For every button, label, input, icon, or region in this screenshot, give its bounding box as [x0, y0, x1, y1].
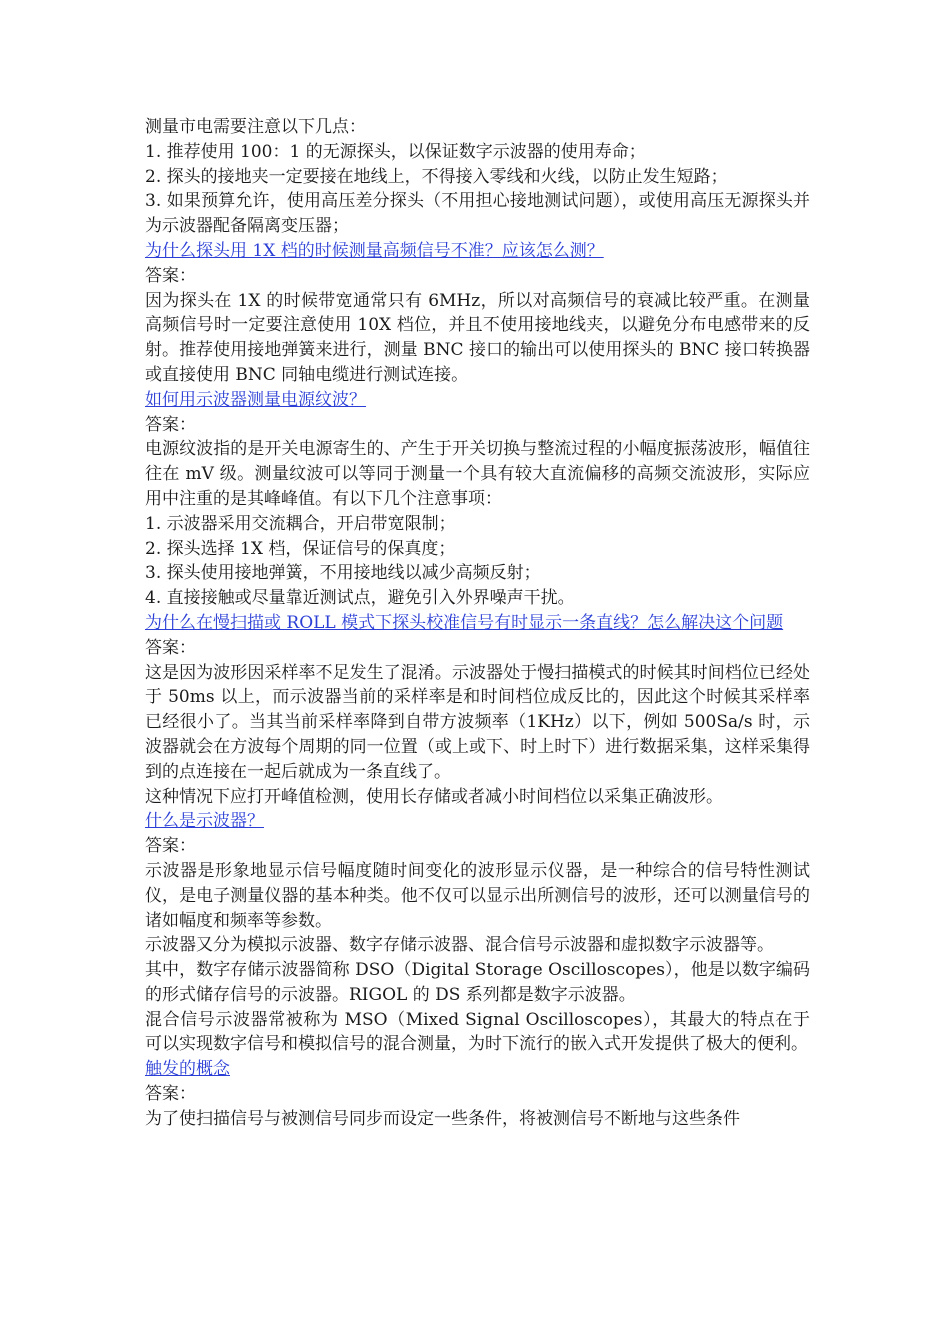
- answer-label: 答案：: [145, 265, 196, 286]
- answer-paragraph: 示波器是形象地显示信号幅度随时间变化的波形显示仪器，是一种综合的信号特性测试仪，是电子测量仪器的基本种类。他不仅可以显示出所测信号的波形，还可以测量信号的诸如幅度和频率等参数。: [145, 860, 810, 931]
- question-link-trigger[interactable]: 触发的概念: [145, 1059, 230, 1080]
- question-link-probe-1x[interactable]: 为什么探头用 1X 档的时候测量高频信号不准？应该怎么测？: [145, 240, 604, 261]
- intro-item-2: 2. 探头的接地夹一定要接在地线上，不得接入零线和火线，以防止发生短路；: [145, 166, 728, 187]
- answer-paragraph: 因为探头在 1X 的时候带宽通常只有 6MHz，所以对高频信号的衰减比较严重。在测量高频信号时一定要注意使用 10X 档位，并且不使用接地线夹，以避免分布电感带来的反射。推荐使用接地弹簧来进行，测量 BNC 接口的输出可以使用探头的 BNC 接口转换器或直接使用 BNC 同轴电缆进行测试连接。: [145, 290, 810, 385]
- answer-list-item: 4. 直接接触或尽量靠近测试点，避免引入外界噪声干扰。: [145, 588, 575, 609]
- answer-label: 答案：: [145, 1084, 196, 1105]
- document-page: [145, 115, 810, 1132]
- intro-item-3: 3. 如果预算允许，使用高压差分探头（不用担心接地测试问题），或使用高压无源探头并为示波器配备隔离变压器；: [145, 191, 810, 237]
- question-link-ripple[interactable]: 如何用示波器测量电源纹波？: [145, 389, 366, 410]
- answer-list-item: 2. 探头选择 1X 档，保证信号的保真度；: [145, 538, 456, 559]
- intro-heading: 测量市电需要注意以下几点：: [145, 117, 366, 137]
- answer-list-item: 1. 示波器采用交流耦合，开启带宽限制；: [145, 513, 456, 534]
- answer-paragraph: 混合信号示波器常被称为 MSO（Mixed Signal Oscilloscopes），其最大的特点在于可以实现数字信号和模拟信号的混合测量，为时下流行的嵌入式开发提供了极大的便利。: [145, 1009, 810, 1055]
- answer-label: 答案：: [145, 414, 196, 435]
- answer-paragraph: 为了使扫描信号与被测信号同步而设定一些条件，将被测信号不断地与这些条件: [145, 1108, 740, 1129]
- answer-paragraph: 电源纹波指的是开关电源寄生的、产生于开关切换与整流过程的小幅度振荡波形，幅值往往在 mV 级。测量纹波可以等同于测量一个具有较大直流偏移的高频交流波形，实际应用中注重的是其峰峰值。有以下几个注意事项：: [145, 439, 810, 509]
- answer-paragraph: 示波器又分为模拟示波器、数字存储示波器、混合信号示波器和虚拟数字示波器等。: [145, 935, 774, 956]
- answer-paragraph: 这是因为波形因采样率不足发生了混淆。示波器处于慢扫描模式的时候其时间档位已经处于 50ms 以上，而示波器当前的采样率是和时间档位成反比的，因此这个时候其采样率已经很小了。当其当前采样率降到自带方波频率（1KHz）以下，例如 500Sa/s 时，示波器就会在方波每个周期的同一位置（或上或下、时上时下）进行数据采集，这样采集得到的点连接在一起后就成为一条直线了。: [145, 662, 810, 782]
- answer-label: 答案：: [145, 836, 196, 857]
- question-link-what-is-oscilloscope[interactable]: 什么是示波器？: [145, 811, 264, 832]
- answer-list-item: 3. 探头使用接地弹簧，不用接地线以减少高频反射；: [145, 563, 541, 584]
- answer-paragraph: 这种情况下应打开峰值检测，使用长存储或者减小时间档位以采集正确波形。: [145, 786, 723, 807]
- question-link-roll-mode[interactable]: 为什么在慢扫描或 ROLL 模式下探头校准信号有时显示一条直线？怎么解决这个问题: [145, 612, 784, 633]
- intro-item-1: 1. 推荐使用 100：1 的无源探头，以保证数字示波器的使用寿命；: [145, 141, 646, 162]
- answer-label: 答案：: [145, 637, 196, 658]
- answer-paragraph: 其中，数字存储示波器简称 DSO（Digital Storage Oscilloscopes），他是以数字编码的形式储存信号的示波器。RIGOL 的 DS 系列都是数字示波器。: [145, 960, 810, 1005]
